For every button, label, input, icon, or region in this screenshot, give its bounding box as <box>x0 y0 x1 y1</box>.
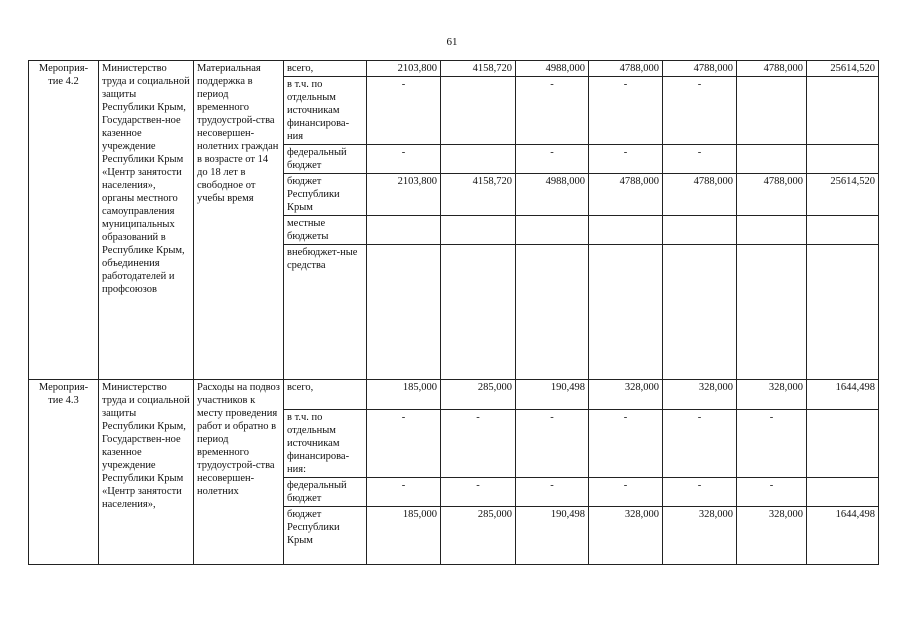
value-cell: 1644,498 <box>807 380 879 410</box>
executor-cell: Министерство труда и социальной защиты Республики Крым, Государствен-ное казенное учреждение Республики Крым «Центр занятости населения», органы местного самоуправления муниципальных образований в Республике Крым, объединения работодателей и профсоюзов <box>99 61 194 380</box>
value-cell: - <box>441 478 516 507</box>
value-cell: - <box>589 77 663 145</box>
measure-cell: Мероприя-тие 4.3 <box>29 380 99 565</box>
value-cell: - <box>367 410 441 478</box>
value-cell: 4788,000 <box>737 61 807 77</box>
value-cell: 4788,000 <box>663 174 737 216</box>
value-cell: 25614,520 <box>807 174 879 216</box>
value-cell: 328,000 <box>589 507 663 565</box>
value-cell: - <box>367 478 441 507</box>
value-cell: - <box>663 410 737 478</box>
value-cell <box>441 145 516 174</box>
value-cell <box>807 77 879 145</box>
value-cell <box>589 216 663 245</box>
source-cell: всего, <box>284 61 367 77</box>
value-cell: 190,498 <box>516 507 589 565</box>
value-cell: - <box>589 410 663 478</box>
value-cell: 4788,000 <box>737 174 807 216</box>
value-cell <box>737 77 807 145</box>
value-cell: - <box>367 77 441 145</box>
value-cell: 4988,000 <box>516 61 589 77</box>
value-cell: 328,000 <box>589 380 663 410</box>
source-cell: федеральный бюджет <box>284 145 367 174</box>
value-cell: - <box>516 77 589 145</box>
value-cell <box>516 245 589 380</box>
source-cell: федеральный бюджет <box>284 478 367 507</box>
value-cell: - <box>737 410 807 478</box>
value-cell <box>807 410 879 478</box>
value-cell: 328,000 <box>737 507 807 565</box>
value-cell: 4988,000 <box>516 174 589 216</box>
source-cell: бюджет Республики Крым <box>284 507 367 565</box>
executor-cell: Министерство труда и социальной защиты Республики Крым, Государствен-ное казенное учреждение Республики Крым «Центр занятости населения», <box>99 380 194 565</box>
value-cell <box>807 478 879 507</box>
value-cell: - <box>663 77 737 145</box>
table-row <box>29 380 879 410</box>
value-cell: 190,498 <box>516 380 589 410</box>
value-cell: 4158,720 <box>441 61 516 77</box>
value-cell: 328,000 <box>663 507 737 565</box>
value-cell: - <box>663 145 737 174</box>
source-cell: в т.ч. по отдельным источникам финансирова-ния: <box>284 410 367 478</box>
value-cell <box>737 216 807 245</box>
budget-table <box>28 60 879 565</box>
value-cell: - <box>367 145 441 174</box>
value-cell: - <box>589 478 663 507</box>
description-cell: Материальная поддержка в период временного трудоустрой-ства несовершен-нолетних граждан в возрасте от 14 до 18 лет в свободное от учебы время <box>194 61 284 380</box>
description-cell: Расходы на подвоз участников к месту проведения работ и обратно в период временного трудоустрой-ства несовершен-нолетних <box>194 380 284 565</box>
value-cell: - <box>516 145 589 174</box>
value-cell <box>807 216 879 245</box>
value-cell: - <box>516 410 589 478</box>
value-cell: 4788,000 <box>589 61 663 77</box>
value-cell: 1644,498 <box>807 507 879 565</box>
value-cell <box>663 245 737 380</box>
value-cell <box>663 216 737 245</box>
source-cell: внебюджет-ные средства <box>284 245 367 380</box>
value-cell: 2103,800 <box>367 61 441 77</box>
value-cell <box>441 245 516 380</box>
value-cell: - <box>516 478 589 507</box>
page-number: 61 <box>446 36 458 48</box>
value-cell: 185,000 <box>367 380 441 410</box>
value-cell: 4788,000 <box>589 174 663 216</box>
value-cell: 25614,520 <box>807 61 879 77</box>
value-cell <box>441 77 516 145</box>
value-cell <box>441 216 516 245</box>
source-cell: бюджет Республики Крым <box>284 174 367 216</box>
value-cell <box>807 145 879 174</box>
value-cell: 4788,000 <box>663 61 737 77</box>
value-cell: 328,000 <box>663 380 737 410</box>
source-cell: всего, <box>284 380 367 410</box>
value-cell <box>807 245 879 380</box>
value-cell: 2103,800 <box>367 174 441 216</box>
value-cell: 185,000 <box>367 507 441 565</box>
value-cell <box>589 245 663 380</box>
source-cell: местные бюджеты <box>284 216 367 245</box>
value-cell: 285,000 <box>441 507 516 565</box>
value-cell <box>367 216 441 245</box>
source-cell: в т.ч. по отдельным источникам финансирова-ния <box>284 77 367 145</box>
table-row <box>29 61 879 77</box>
value-cell: 4158,720 <box>441 174 516 216</box>
value-cell <box>737 245 807 380</box>
value-cell: - <box>589 145 663 174</box>
value-cell: - <box>663 478 737 507</box>
value-cell: 285,000 <box>441 380 516 410</box>
value-cell <box>516 216 589 245</box>
value-cell: 328,000 <box>737 380 807 410</box>
measure-cell: Мероприя-тие 4.2 <box>29 61 99 380</box>
value-cell <box>737 145 807 174</box>
value-cell: - <box>737 478 807 507</box>
value-cell <box>367 245 441 380</box>
value-cell: - <box>441 410 516 478</box>
